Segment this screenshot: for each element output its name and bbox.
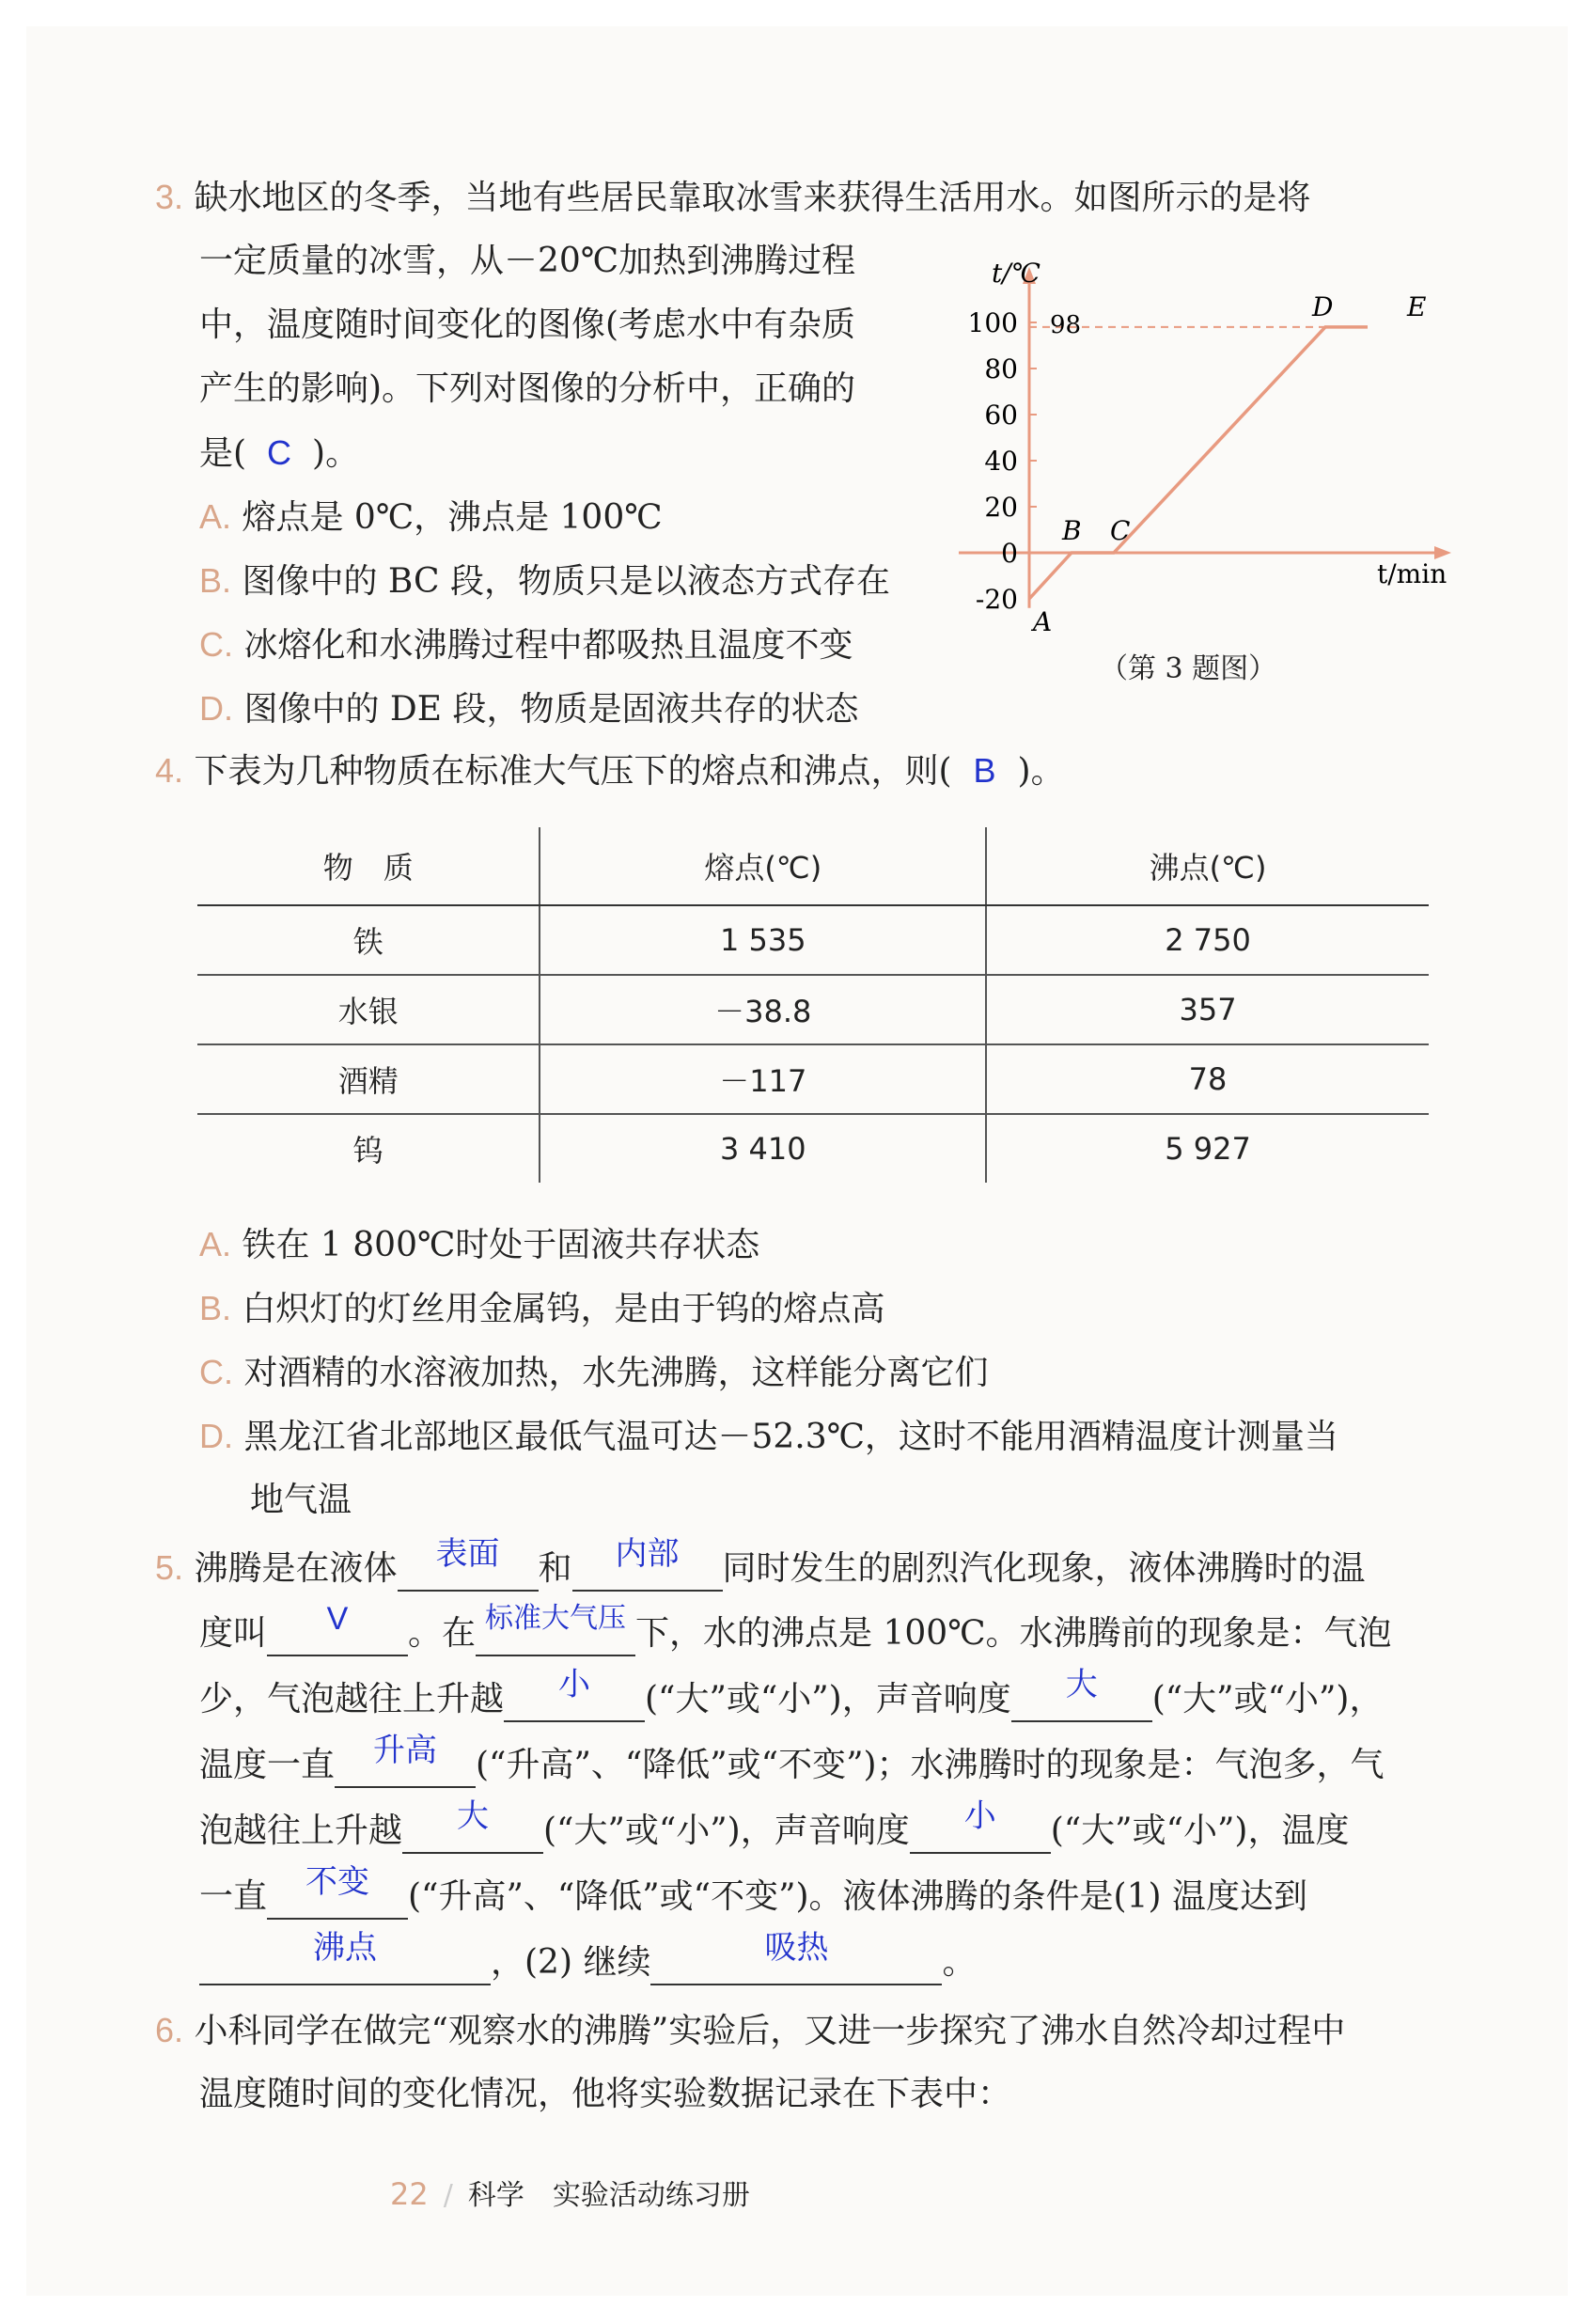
table-row — [197, 905, 1429, 975]
point-label: C — [1110, 515, 1131, 546]
q3-chart — [949, 254, 1476, 649]
page-footer: 22 / 科学 实验活动练习册 — [390, 2176, 750, 2212]
q6-line2: 温度随时间的变化情况，他将实验数据记录在下表中： — [199, 2075, 1012, 2113]
figure-caption: （第 3 题图） — [1100, 652, 1277, 685]
q6-line1: 6. 小科同学在做完“观察水的沸腾”实验后，又进一步探究了沸水自然冷却过程中 — [155, 2011, 1346, 2050]
q3-line4: 产生的影响)。下列对图像的分析中，正确的 — [199, 369, 856, 408]
table-row — [197, 975, 1429, 1044]
q3-line3: 中，温度随时间变化的图像(考虑水中有杂质 — [199, 306, 856, 344]
y-tick-label: 100 — [967, 307, 1018, 338]
q5-answer-2: 内部 — [615, 1536, 680, 1572]
table-header: 物 质 — [197, 827, 540, 905]
footer-subject: 科学 — [467, 2179, 524, 2212]
table-cell: 78 — [986, 1044, 1429, 1114]
y-tick-label: 0 — [1001, 538, 1018, 569]
q3-line1: 3. 缺水地区的冬季，当地有些居民靠取冰雪来获得生活用水。如图所示的是将 — [155, 178, 1311, 217]
point-label: B — [1062, 515, 1082, 546]
y-tick-label: -20 — [975, 584, 1018, 615]
table-header-row — [197, 827, 1429, 905]
q5-line7: 沸点 ，(2) 继续 吸热 。 — [199, 1940, 976, 1985]
point-label: E — [1407, 290, 1427, 322]
table-header: 沸点(℃) — [986, 827, 1429, 905]
q4-option-c: C. 对酒精的水溶液加热，水先沸腾，这样能分离它们 — [199, 1353, 989, 1392]
q3-line5: 是( C )。 — [199, 433, 360, 473]
table-row — [197, 1114, 1429, 1183]
table-cell: 酒精 — [197, 1044, 540, 1114]
q5-line3: 少，气泡越往上升越 小 (“大”或“小”)，声音响度 大 (“大”或“小”)， — [199, 1677, 1383, 1722]
y-tick-label: 80 — [984, 353, 1018, 384]
q5-number: 5. — [155, 1548, 184, 1587]
q3-number: 3. — [155, 178, 184, 216]
q3-option-b: B. 图像中的 BC 段，物质只是以液态方式存在 — [199, 561, 891, 601]
table-cell: －117 — [540, 1044, 986, 1114]
q5-answer-11: 沸点 — [313, 1930, 377, 1966]
q5-answer-12: 吸热 — [764, 1930, 829, 1966]
q5-line4: 温度一直 升高 (“升高”、“降低”或“不变”)；水沸腾时的现象是：气泡多，气 — [199, 1743, 1385, 1788]
q5-answer-6: 大 — [1065, 1667, 1098, 1702]
q5-answer-5: 小 — [558, 1667, 591, 1702]
q4-stem: 4. 下表为几种物质在标准大气压下的熔点和沸点，则( B )。 — [155, 751, 1065, 791]
table-row — [197, 1044, 1429, 1114]
q3-answer: C — [267, 433, 292, 472]
q5-answer-8: 大 — [457, 1798, 490, 1834]
y-tick-label: 20 — [984, 492, 1018, 523]
q5-answer-1: 表面 — [435, 1536, 500, 1572]
table-cell: 钨 — [352, 1133, 383, 1169]
q5-line5: 泡越往上升越 大 (“大”或“小”)，声音响度 小 (“大”或“小”)，温度 — [199, 1809, 1349, 1854]
q5-answer-10: 不变 — [305, 1864, 370, 1900]
q5-answer-7: 升高 — [373, 1733, 438, 1768]
table-header: 熔点(℃) — [540, 827, 986, 905]
table-cell: 357 — [986, 975, 1429, 1044]
point-label: A — [1033, 606, 1053, 637]
q5-answer-4: 标准大气压 — [485, 1603, 627, 1634]
q4-answer: B — [973, 751, 996, 790]
table-cell: 铁 — [197, 905, 540, 975]
x-axis-label: t/min — [1377, 558, 1447, 589]
q5-answer-3: V — [326, 1601, 349, 1637]
q3-option-d: D. 图像中的 DE 段，物质是固液共存的状态 — [199, 689, 859, 729]
series-line — [1029, 327, 1368, 599]
melting-boiling-table — [197, 827, 1429, 1183]
reference-label: 98 — [1050, 310, 1082, 339]
q6-number: 6. — [155, 2011, 184, 2049]
table-cell: 水银 — [197, 975, 540, 1044]
y-tick-label: 60 — [984, 400, 1018, 431]
y-tick-label: 40 — [984, 446, 1018, 477]
q5-line1: 5. 沸腾是在液体 表面 和 内部 同时发生的剧烈汽化现象，液体沸腾时的温 — [155, 1545, 1366, 1592]
q5-answer-9: 小 — [963, 1798, 996, 1834]
q4-number: 4. — [155, 751, 184, 790]
q4-option-d: D. 黑龙江省北部地区最低气温可达－52.3℃，这时不能用酒精温度计测量当 — [199, 1417, 1338, 1456]
point-label: D — [1312, 290, 1334, 322]
footer-book: 实验活动练习册 — [552, 2179, 750, 2212]
table-cell: 3 410 — [540, 1114, 986, 1183]
x-axis-arrow — [1434, 546, 1451, 559]
q4-option-b: B. 白炽灯的灯丝用金属钨，是由于钨的熔点高 — [199, 1289, 885, 1328]
table-cell: 2 750 — [986, 905, 1429, 975]
table-cell: －38.8 — [540, 975, 986, 1044]
q3-option-a: A. 熔点是 0℃，沸点是 100℃ — [199, 497, 663, 537]
page-number: 22 — [390, 2176, 429, 2212]
table-cell: 1 535 — [540, 905, 986, 975]
q3-option-c: C. 冰熔化和水沸腾过程中都吸热且温度不变 — [199, 625, 853, 665]
y-axis-label: t/℃ — [992, 258, 1041, 289]
table-cell: 5 927 — [1165, 1131, 1251, 1167]
q5-line6: 一直 不变 (“升高”、“降低”或“不变”)。液体沸腾的条件是(1) 温度达到 — [199, 1875, 1307, 1920]
q4-option-d-cont: 地气温 — [250, 1481, 352, 1519]
q3-line2: 一定质量的冰雪，从－20℃加热到沸腾过程 — [199, 242, 856, 280]
q4-option-a: A. 铁在 1 800℃时处于固液共存状态 — [199, 1225, 760, 1264]
q5-line2: 度叫 V 。在 标准大气压 下，水的沸点是 100℃。水沸腾前的现象是：气泡 — [199, 1611, 1391, 1656]
